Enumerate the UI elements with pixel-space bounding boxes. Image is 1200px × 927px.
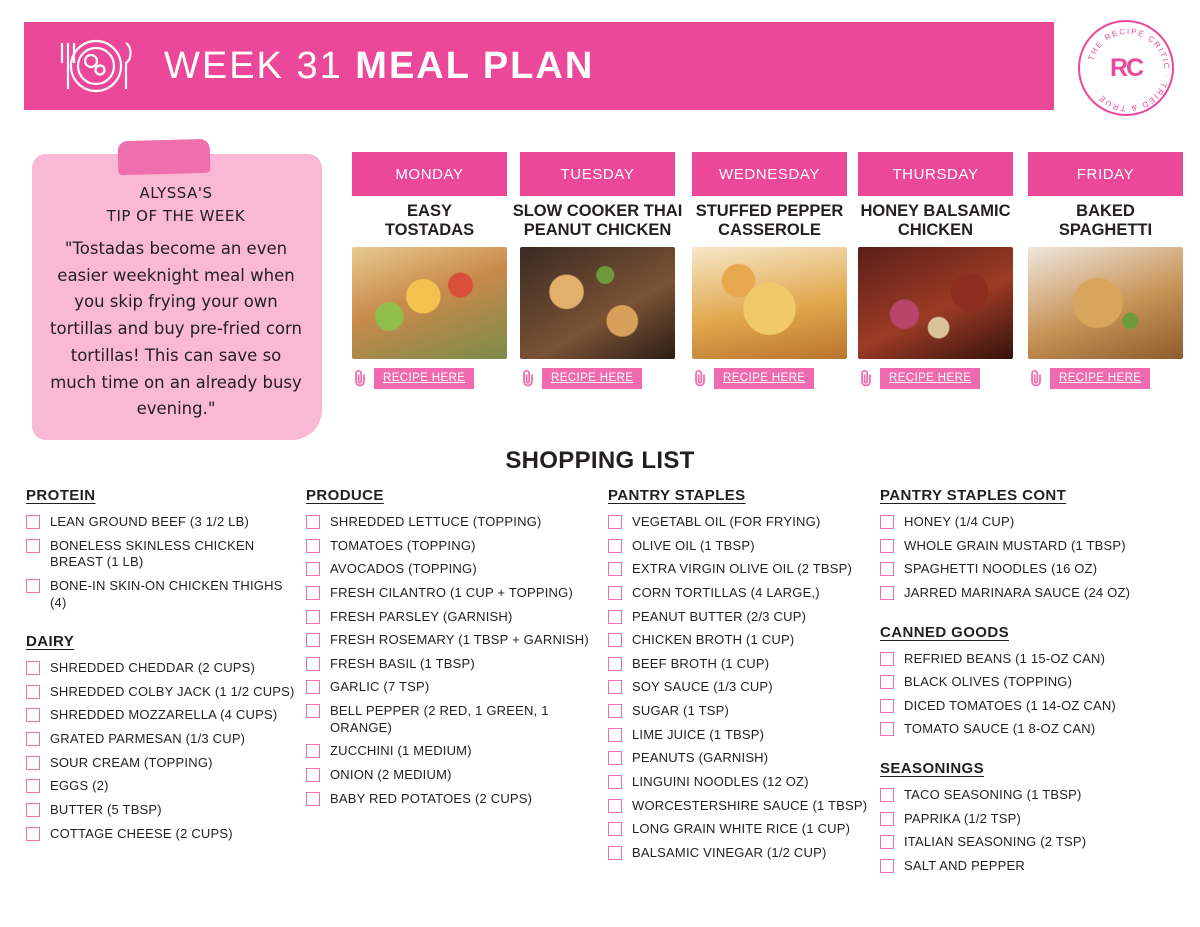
checkbox[interactable] [306,680,320,694]
shopping-item-label: SOUR CREAM (TOPPING) [50,754,213,770]
checkbox[interactable] [26,515,40,529]
shopping-list-item[interactable] [880,698,1170,715]
shopping-category-heading: SEASONINGS [880,760,985,777]
day-label-wednesday: WEDNESDAY [692,152,847,196]
paperclip-icon [858,369,874,387]
shopping-item-label: BALSAMIC VINEGAR (1/2 CUP) [632,844,827,860]
checkbox[interactable] [608,633,622,647]
checkbox[interactable] [608,775,622,789]
recipe-title-wednesday: STUFFED PEPPER CASSEROLE [695,202,844,240]
paperclip-icon [352,369,368,387]
checkbox[interactable] [306,633,320,647]
checkbox[interactable] [26,756,40,770]
recipe-photo-monday [352,247,507,359]
shopping-item-label: FRESH ROSEMARY (1 TBSP + GARNISH) [330,632,589,648]
shopping-list-item[interactable] [608,632,876,649]
shopping-list-item[interactable] [306,656,606,673]
shopping-list-item[interactable] [880,858,1170,875]
shopping-category-heading: DAIRY [26,633,75,651]
shopping-list-item[interactable] [26,514,298,531]
shopping-category-heading: PRODUCE [306,487,384,504]
shopping-item-label: EXTRA VIRGIN OLIVE OIL (2 TBSP) [632,561,853,577]
paperclip-icon [692,369,708,387]
shopping-item-label: SHREDDED COLBY JACK (1 1/2 CUPS) [50,683,295,699]
shopping-list-item[interactable] [880,585,1170,602]
recipe-photo-thursday [858,247,1013,359]
recipe-photo-wednesday [692,247,847,359]
shopping-item-label: GARLIC (7 TSP) [330,679,430,695]
shopping-item-label: CORN TORTILLAS (4 LARGE,) [632,584,820,600]
shopping-item-label: BABY RED POTATOES (2 CUPS) [330,790,533,806]
checkbox[interactable] [880,812,894,826]
tip-card-heading [26,182,326,227]
shopping-item-label: BONE-IN SKIN-ON CHICKEN THIGHS (4) [50,577,283,610]
shopping-item-label: BONELESS SKINLESS CHICKEN BREAST (1 LB) [50,537,255,570]
checkbox[interactable] [880,539,894,553]
shopping-item-label: FRESH BASIL (1 TBSP) [330,655,475,671]
shopping-list-item[interactable] [608,585,876,602]
shopping-list-item[interactable] [880,651,1170,668]
shopping-list-item[interactable] [608,703,876,720]
day-label-monday: MONDAY [352,152,507,196]
shopping-item-label: JARRED MARINARA SAUCE (24 OZ) [904,584,1131,600]
day-card-thursday [858,152,1013,389]
checkbox[interactable] [26,779,40,793]
checkbox[interactable] [880,699,894,713]
shopping-item-label: TACO SEASONING (1 TBSP) [904,787,1082,802]
checkbox[interactable] [608,822,622,836]
shopping-list-item[interactable] [880,674,1170,691]
checkbox[interactable] [608,515,622,529]
checkbox[interactable] [306,768,320,782]
checkbox[interactable] [880,515,894,529]
shopping-item-label: WORCESTERSHIRE SAUCE (1 TBSP) [632,797,868,813]
shopping-list-item[interactable] [26,778,298,795]
recipe-photo-tuesday [520,247,675,359]
shopping-category-heading: CANNED GOODS [880,623,1009,641]
shopping-list-item[interactable] [608,656,876,673]
checkbox[interactable] [306,562,320,576]
shopping-list-item[interactable] [608,514,876,531]
shopping-list-item[interactable] [880,721,1170,738]
shopping-item-label: LONG GRAIN WHITE RICE (1 CUP) [632,821,851,837]
shopping-list-item[interactable] [306,561,606,578]
checkbox[interactable] [608,657,622,671]
shopping-item-label: SUGAR (1 TSP) [632,703,729,718]
tip-heading-line-2: TIP OF THE WEEK [106,206,246,225]
recipe-title-monday: EASY TOSTADAS [384,202,475,240]
checkbox[interactable] [880,652,894,666]
checkbox[interactable] [880,586,894,600]
shopping-list-item[interactable] [608,679,876,696]
shopping-item-label: EGGS (2) [50,778,109,794]
shopping-item-label: FRESH CILANTRO (1 CUP + TOPPING) [330,584,573,600]
shopping-list-item[interactable] [880,811,1170,828]
shopping-list-item[interactable] [608,609,876,626]
brand-initials: RC [1109,53,1143,82]
checkbox[interactable] [608,680,622,694]
meal-day-cards [352,152,1172,414]
shopping-item-label: SALT AND PEPPER [904,857,1026,873]
shopping-column-2 [306,487,606,814]
shopping-item-label: GRATED PARMESAN (1/3 CUP) [50,731,246,746]
brand-badge [1078,20,1174,116]
paperclip-icon [1028,369,1044,387]
day-card-friday [1028,152,1183,389]
shopping-item-label: SHREDDED CHEDDAR (2 CUPS) [50,660,256,676]
checkbox[interactable] [306,657,320,671]
shopping-list-item[interactable] [608,561,876,578]
recipe-link-tuesday[interactable]: RECIPE HERE [542,368,642,389]
day-card-monday [352,152,507,389]
shopping-list-item[interactable] [26,660,298,677]
recipe-link-wednesday[interactable]: RECIPE HERE [714,368,814,389]
shopping-list-item[interactable] [608,845,876,862]
shopping-list-item[interactable] [26,802,298,819]
checkbox[interactable] [306,744,320,758]
shopping-category-heading: PROTEIN [26,487,96,504]
shopping-item-label: ZUCCHINI (1 MEDIUM) [330,743,472,759]
shopping-item-label: FRESH PARSLEY (GARNISH) [330,608,513,624]
tip-of-the-week-card [26,140,326,440]
shopping-item-label: HONEY (1/4 CUP) [904,514,1015,529]
checkbox[interactable] [26,661,40,675]
day-card-wednesday [692,152,847,389]
shopping-list-item[interactable] [306,703,606,736]
recipe-title-tuesday: SLOW COOKER THAI PEANUT CHICKEN [512,202,683,240]
shopping-item-list [880,651,1170,739]
checkbox[interactable] [26,685,40,699]
shopping-item-label: ITALIAN SEASONING (2 TSP) [904,834,1087,850]
shopping-category-heading: PANTRY STAPLES CONT [880,487,1067,504]
shopping-list-item[interactable] [608,774,876,791]
shopping-list-item[interactable] [880,538,1170,555]
shopping-list-item[interactable] [608,798,876,815]
shopping-list-item[interactable] [26,578,298,611]
shopping-category-heading: PANTRY STAPLES [608,487,746,504]
shopping-list-item[interactable] [608,727,876,744]
page-title-plan: MEAL PLAN [355,44,595,87]
checkbox[interactable] [306,539,320,553]
checkbox[interactable] [880,675,894,689]
shopping-item-label: BELL PEPPER (2 RED, 1 GREEN, 1 ORANGE) [330,703,549,735]
shopping-list-item[interactable] [306,538,606,555]
shopping-item-list [26,660,298,842]
recipe-link-row-friday[interactable] [1028,368,1183,389]
checkbox[interactable] [306,792,320,806]
day-label-friday: FRIDAY [1028,152,1183,196]
checkbox[interactable] [608,799,622,813]
checkbox[interactable] [608,562,622,576]
checkbox[interactable] [306,515,320,529]
recipe-link-row-wednesday[interactable] [692,368,847,389]
shopping-item-label: BUTTER (5 TBSP) [50,801,162,817]
checkbox[interactable] [880,722,894,736]
checkbox[interactable] [608,728,622,742]
recipe-link-row-tuesday[interactable] [520,368,675,389]
shopping-item-label: BEEF BROTH (1 CUP) [632,655,770,671]
shopping-item-label: LINGUINI NOODLES (12 OZ) [632,773,809,789]
checkbox[interactable] [26,803,40,817]
shopping-list-item[interactable] [26,755,298,772]
shopping-item-list [608,514,876,861]
checkbox[interactable] [306,610,320,624]
header-banner [24,22,1054,110]
shopping-list-item[interactable] [880,514,1170,531]
tip-card-text: "Tostadas become an even easier weeknight meal when you skip frying your own tortillas and buy pre-fried corn tortillas! This can save so much time on an already busy evening." [50,239,302,419]
recipe-title-thursday: HONEY BALSAMIC CHICKEN [860,202,1011,240]
recipe-title-friday: BAKED SPAGHETTI [1058,202,1153,240]
shopping-list-item[interactable] [306,632,606,649]
recipe-photo-friday [1028,247,1183,359]
shopping-list-item[interactable] [26,538,298,571]
shopping-item-list [26,514,298,611]
shopping-list-item[interactable] [880,787,1170,804]
checkbox[interactable] [26,579,40,593]
day-card-tuesday [512,152,683,389]
shopping-item-label: WHOLE GRAIN MUSTARD (1 TBSP) [904,537,1126,553]
shopping-list-item[interactable] [26,684,298,701]
shopping-item-label: REFRIED BEANS (1 15-OZ CAN) [904,650,1106,666]
shopping-item-label: LIME JUICE (1 TBSP) [632,726,765,742]
page-title-week: WEEK 31 [164,44,356,87]
shopping-list-item[interactable] [608,538,876,555]
checkbox[interactable] [880,859,894,873]
shopping-list-item[interactable] [306,514,606,531]
checkbox[interactable] [26,732,40,746]
shopping-column-4 [880,487,1170,882]
paperclip-icon [520,369,536,387]
day-label-thursday: THURSDAY [858,152,1013,196]
checkbox[interactable] [880,788,894,802]
shopping-list-item[interactable] [306,791,606,808]
shopping-item-label: TOMATO SAUCE (1 8-OZ CAN) [904,721,1096,737]
shopping-item-label: SHREDDED MOZZARELLA (4 CUPS) [50,707,278,723]
shopping-list-item[interactable] [306,743,606,760]
checkbox[interactable] [608,539,622,553]
shopping-item-label: PEANUTS (GARNISH) [632,750,769,766]
recipe-link-row-thursday[interactable] [858,368,1013,389]
tip-heading-line-1: ALYSSA'S [139,184,213,202]
shopping-item-label: SOY SAUCE (1/3 CUP) [632,679,773,695]
shopping-list-item[interactable] [306,679,606,696]
shopping-item-list [306,514,606,807]
shopping-list-item[interactable] [26,707,298,724]
svg-text:THE RECIPE CRITIC · TRIED & TR: THE RECIPE CRITIC · TRIED & TRUE · [1086,26,1172,114]
shopping-list-item[interactable] [608,750,876,767]
shopping-item-label: VEGETABL OIL (FOR FRYING) [632,514,821,529]
shopping-item-label: ONION (2 MEDIUM) [330,766,452,782]
recipe-link-friday[interactable]: RECIPE HERE [1050,368,1150,389]
shopping-item-label: SPAGHETTI NOODLES (16 OZ) [904,561,1098,577]
checkbox[interactable] [608,610,622,624]
checkbox[interactable] [608,751,622,765]
shopping-item-label: DICED TOMATOES (1 14-OZ CAN) [904,697,1116,713]
checkbox[interactable] [880,562,894,576]
shopping-list-item[interactable] [26,826,298,843]
checkbox[interactable] [26,539,40,553]
checkbox[interactable] [608,704,622,718]
shopping-list-item[interactable] [26,731,298,748]
shopping-item-label: PEANUT BUTTER (2/3 CUP) [632,608,807,624]
shopping-item-label: LEAN GROUND BEEF (3 1/2 LB) [50,514,250,529]
shopping-list-item[interactable] [880,561,1170,578]
shopping-item-label: SHREDDED LETTUCE (TOPPING) [330,514,542,529]
shopping-list-item[interactable] [608,821,876,838]
shopping-list-title: SHOPPING LIST [505,447,695,474]
shopping-item-list [880,787,1170,875]
shopping-list-item[interactable] [880,834,1170,851]
recipe-link-thursday[interactable]: RECIPE HERE [880,368,980,389]
plate-fork-knife-icon [50,35,142,97]
shopping-list-item[interactable] [306,767,606,784]
checkbox[interactable] [26,708,40,722]
shopping-item-label: TOMATOES (TOPPING) [330,537,476,553]
checkbox[interactable] [306,704,320,718]
recipe-link-row-monday[interactable] [352,368,507,389]
checkbox[interactable] [608,586,622,600]
shopping-column-3 [608,487,876,868]
shopping-list-item[interactable] [306,609,606,626]
shopping-item-label: PAPRIKA (1/2 TSP) [904,810,1022,826]
page-title [164,45,594,88]
shopping-item-list [880,514,1170,602]
shopping-item-label: COTTAGE CHEESE (2 CUPS) [50,825,233,841]
checkbox[interactable] [608,846,622,860]
recipe-link-monday[interactable]: RECIPE HERE [374,368,474,389]
checkbox[interactable] [26,827,40,841]
shopping-item-label: OLIVE OIL (1 TBSP) [632,537,755,553]
tip-card-tape [118,139,211,175]
checkbox[interactable] [306,586,320,600]
checkbox[interactable] [880,835,894,849]
shopping-item-label: BLACK OLIVES (TOPPING) [904,674,1073,690]
shopping-column-1 [26,487,298,849]
shopping-item-label: AVOCADOS (TOPPING) [330,561,477,577]
shopping-list-item[interactable] [306,585,606,602]
shopping-item-label: CHICKEN BROTH (1 CUP) [632,632,795,648]
day-label-tuesday: TUESDAY [520,152,675,196]
